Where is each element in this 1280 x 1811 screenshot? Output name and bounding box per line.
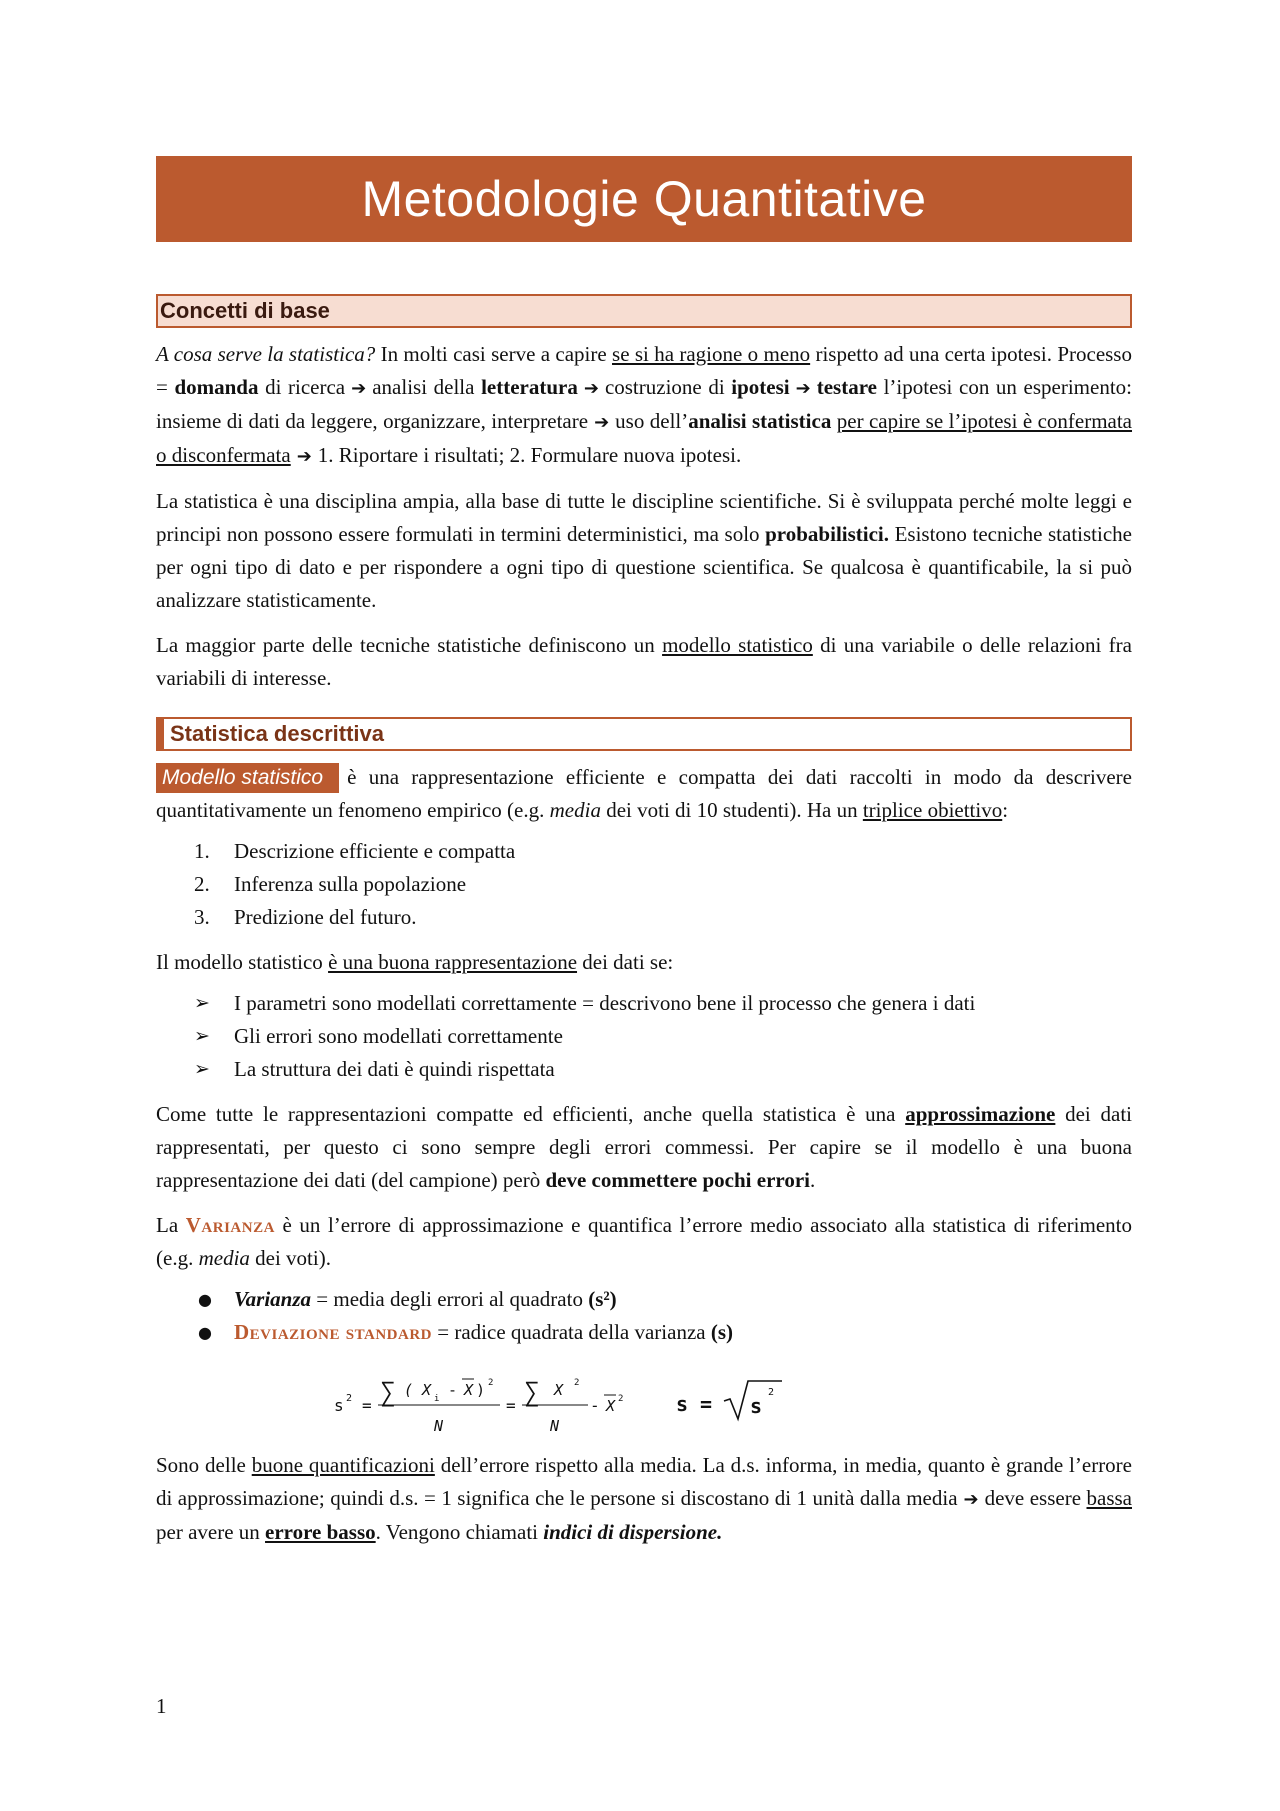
list-item: 2. Inferenza sulla popolazione (194, 872, 467, 896)
formula-minus: - (448, 1381, 458, 1399)
arrowhead-bullet-icon: ➢ (194, 1058, 210, 1080)
right-arrow-icon: ➔ (351, 378, 367, 399)
bullet-dot-icon: ● (198, 1290, 212, 1309)
section-heading-basics: Concetti di base (156, 294, 1132, 328)
formula-n: N (434, 1417, 444, 1435)
paragraph-variance: La Varianza è un l’errore di approssimazione e quantifica l’errore medio associato alla statistica di riferimento (e.g. media dei voti). (156, 1213, 1132, 1270)
formula-subscript-i: i (434, 1394, 440, 1404)
list-item: ● Varianza = media degli errori al quadrato (s²) (156, 1283, 1132, 1316)
formula-exponent: 2 (346, 1393, 353, 1404)
formula-sqrt-arg: s (750, 1394, 763, 1418)
formula-equals: = (700, 1392, 713, 1416)
right-arrow-icon: ➔ (594, 412, 610, 433)
list-item: 1. Descrizione efficiente e compatta (194, 839, 516, 863)
formula-s: s (334, 1396, 344, 1415)
formula-paren: ) (476, 1381, 486, 1399)
list-item: 3. Predizione del futuro. (194, 905, 417, 929)
formula-n: N (550, 1417, 560, 1435)
formula-graphic (156, 1365, 1132, 1445)
formula-exponent: 2 (488, 1378, 494, 1388)
formula-exponent: 2 (574, 1378, 580, 1388)
right-arrow-icon: ➔ (583, 378, 599, 399)
paragraph-model-intro: La maggior parte delle tecniche statistiche definiscono un modello statistico di una variabile o delle relazioni fra variabili di interesse. (156, 633, 1132, 690)
section-heading-descriptive: Statistica descrittiva (156, 717, 1132, 751)
formula-exponent: 2 (618, 1394, 624, 1404)
document-page (156, 156, 1132, 1549)
paragraph-purpose: A cosa serve la statistica? In molti casi serve a capire se si ha ragione o meno rispetto ad una certa ipotesi. Processo = domanda di ricerca ➔ analisi della letteratura ➔ costruzione di ipotesi ➔ testare l’ipotesi con un esperimento: insieme di dati da leggere, organizzare, interpretare ➔ uso dell’analisi statistica per capire se l’ipotesi è confermata o disconfermata ➔ 1. Riportare i risultati; 2. Formulare nuova ipotesi. (156, 342, 1133, 467)
formula-equals: = (506, 1396, 516, 1415)
formula-sigma: ∑ (524, 1378, 540, 1408)
objectives-list (156, 835, 1132, 934)
paragraph-good-representation: Il modello statistico è una buona rappresentazione dei dati se: (156, 950, 674, 974)
right-arrow-icon: ➔ (296, 446, 312, 467)
arrowhead-bullet-icon: ➢ (194, 1025, 210, 1047)
paragraph-dispersion: Sono delle buone quantificazioni dell’errore rispetto alla media. La d.s. informa, in media, quanto è grande l’errore di approssimazione; quindi d.s. = 1 significa che le persone si discostano di 1 unità dalla media ➔ deve essere bassa per avere un errore basso. Vengono chiamati indici di dispersione. (156, 1453, 1132, 1544)
paragraph-model-definition: Modello statistico è una rappresentazione efficiente e compatta dei dati raccolti in modo da descrivere quantitativamente un fenomeno empirico (e.g. media dei voti di 10 studenti). Ha un triplice obiettivo: (156, 765, 1132, 822)
list-item: ● Deviazione standard = radice quadrata della varianza (s) (156, 1316, 1132, 1349)
right-arrow-icon: ➔ (963, 1489, 979, 1510)
right-arrow-icon: ➔ (795, 378, 811, 399)
formula-sigma: ∑ (380, 1378, 396, 1408)
arrowhead-bullet-icon: ➢ (194, 992, 210, 1014)
page-title: Metodologie Quantitative (156, 156, 1132, 242)
formula-x: X (554, 1381, 564, 1399)
list-item: ➢ La struttura dei dati è quindi rispettata (156, 1053, 1132, 1086)
bullet-dot-icon: ● (198, 1323, 212, 1342)
formula-equals: = (362, 1396, 372, 1415)
formula-minus: - (590, 1396, 600, 1415)
list-item: ➢ Gli errori sono modellati correttamente (156, 1020, 1132, 1053)
dispersion-list (156, 1283, 1132, 1349)
variance-formula (156, 1365, 1132, 1445)
formula-xi: ( X (404, 1381, 432, 1399)
paragraph-approximation: Come tutte le rappresentazioni compatte ed efficienti, anche quella statistica è una approssimazione dei dati rappresentati, per questo ci sono sempre degli errori commessi. Per capire se il modello è una buona rappresentazione dei dati (del campione) però deve commettere pochi errori. (156, 1102, 1132, 1192)
page-number: 1 (156, 1694, 167, 1718)
paragraph-discipline: La statistica è una disciplina ampia, alla base di tutte le discipline scientifiche. Si è sviluppata perché molte leggi e principi non possono essere formulati in termini deterministici, ma solo probabilistici. Esistono tecniche statistiche per ogni tipo di dato e per rispondere a ogni tipo di questione scientifica. Se qualcosa è quantificabile, la si può analizzare statisticamente. (156, 489, 1132, 612)
list-item: ➢ I parametri sono modellati correttamente = descrivono bene il processo che genera i dati (156, 987, 1132, 1020)
formula-exponent: 2 (768, 1387, 775, 1398)
conditions-list (156, 987, 1132, 1086)
formula-xbar: X (606, 1397, 616, 1415)
term-tag: Modello statistico (156, 763, 339, 793)
formula-xbar: X (464, 1381, 474, 1399)
formula-sd: s (676, 1392, 689, 1416)
